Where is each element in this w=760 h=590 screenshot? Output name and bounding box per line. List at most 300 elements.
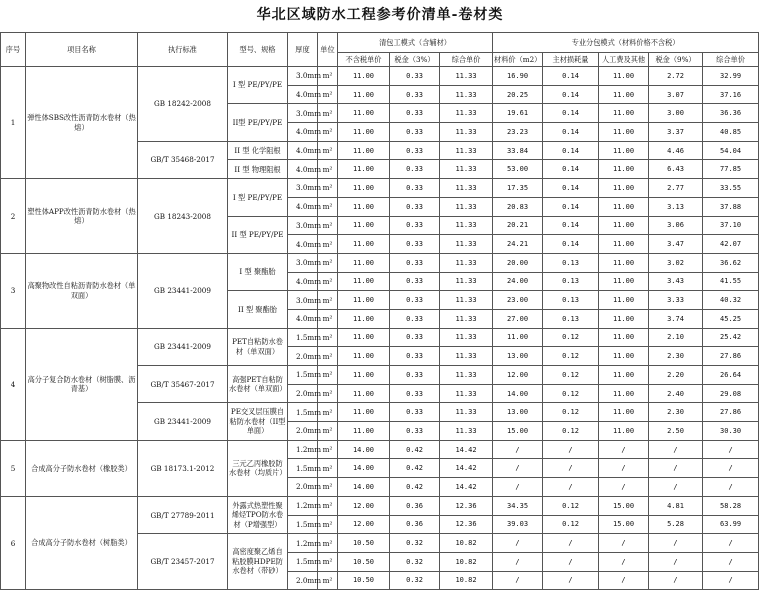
col-unit-header: 单位 [318, 33, 338, 67]
price-cell: 0.33 [390, 291, 440, 310]
price-cell: 2.72 [649, 67, 703, 86]
row-index: 3 [1, 253, 26, 328]
unit: m² [318, 104, 338, 123]
price-cell: 13.00 [493, 347, 543, 366]
price-cell: 11.00 [599, 384, 649, 403]
col-name-header: 项目名称 [26, 33, 138, 67]
row-index: 4 [1, 328, 26, 440]
price-cell: 33.84 [493, 141, 543, 160]
price-cell: 11.33 [440, 179, 493, 198]
standard: GB 23441-2009 [138, 328, 228, 365]
price-cell: / [493, 440, 543, 459]
price-cell: 11.00 [338, 160, 390, 179]
price-cell: 23.00 [493, 291, 543, 310]
thickness: 3.0mm [288, 179, 318, 198]
price-cell: 12.00 [338, 496, 390, 515]
col-g2-2-header: 人工费及其他 [599, 53, 649, 67]
unit: m² [318, 123, 338, 142]
price-cell: 3.06 [649, 216, 703, 235]
price-cell: 0.33 [390, 216, 440, 235]
model-spec: 外露式热塑性聚烯烃TPO防水卷材（P增强型） [228, 496, 288, 533]
price-cell: 0.33 [390, 253, 440, 272]
price-cell: 0.14 [543, 160, 599, 179]
price-cell: 0.12 [543, 366, 599, 385]
price-cell: 32.99 [703, 67, 759, 86]
price-cell: 27.86 [703, 403, 759, 422]
price-cell: 11.33 [440, 216, 493, 235]
price-cell: 0.32 [390, 534, 440, 553]
price-cell: 0.33 [390, 141, 440, 160]
thickness: 4.0mm [288, 160, 318, 179]
price-cell: / [599, 571, 649, 590]
price-cell: 12.00 [493, 366, 543, 385]
model-spec: II 型 物理阻根 [228, 160, 288, 179]
price-cell: 10.82 [440, 571, 493, 590]
price-cell: 0.33 [390, 85, 440, 104]
thickness: 4.0mm [288, 235, 318, 254]
price-cell: 0.33 [390, 272, 440, 291]
price-cell: 2.30 [649, 347, 703, 366]
price-cell: 0.33 [390, 235, 440, 254]
price-cell: 10.82 [440, 534, 493, 553]
price-cell: 0.33 [390, 160, 440, 179]
price-cell: 41.55 [703, 272, 759, 291]
price-cell: 11.00 [599, 67, 649, 86]
price-cell: 11.00 [493, 328, 543, 347]
price-cell: 2.77 [649, 179, 703, 198]
price-cell: 3.43 [649, 272, 703, 291]
price-cell: 0.12 [543, 384, 599, 403]
col-g2-4-header: 综合单价 [703, 53, 759, 67]
price-cell: 29.08 [703, 384, 759, 403]
unit: m² [318, 291, 338, 310]
price-cell: 14.00 [338, 478, 390, 497]
thickness: 2.0mm [288, 384, 318, 403]
price-cell: / [703, 440, 759, 459]
table-row [1, 328, 759, 347]
price-cell: 0.14 [543, 235, 599, 254]
thickness: 1.2mm [288, 440, 318, 459]
price-table [0, 32, 759, 590]
row-index: 6 [1, 496, 26, 589]
unit: m² [318, 160, 338, 179]
price-cell: 0.12 [543, 403, 599, 422]
price-cell: 0.32 [390, 571, 440, 590]
model-spec: PE交叉层压膜自粘防水卷材（II型单面） [228, 403, 288, 440]
standard: GB/T 27789-2011 [138, 496, 228, 533]
price-cell: 19.61 [493, 104, 543, 123]
price-cell: 11.33 [440, 366, 493, 385]
project-name: 合成高分子防水卷材（树脂类） [26, 496, 138, 589]
price-cell: 0.13 [543, 272, 599, 291]
price-cell: 15.00 [599, 496, 649, 515]
price-cell: 37.88 [703, 197, 759, 216]
row-index: 2 [1, 179, 26, 254]
col-g2-3-header: 税金（9%） [649, 53, 703, 67]
unit: m² [318, 216, 338, 235]
unit: m² [318, 384, 338, 403]
price-cell: 11.00 [338, 235, 390, 254]
price-cell: 11.00 [599, 328, 649, 347]
price-cell: 11.00 [338, 384, 390, 403]
price-cell: / [493, 459, 543, 478]
price-cell: 2.30 [649, 403, 703, 422]
price-cell: 3.00 [649, 104, 703, 123]
thickness: 2.0mm [288, 571, 318, 590]
price-cell: 0.14 [543, 67, 599, 86]
col-g1-0-header: 不含税单价 [338, 53, 390, 67]
thickness: 4.0mm [288, 141, 318, 160]
unit: m² [318, 478, 338, 497]
price-cell: / [649, 534, 703, 553]
unit: m² [318, 272, 338, 291]
thickness: 4.0mm [288, 123, 318, 142]
price-cell: 45.25 [703, 309, 759, 328]
thickness: 1.5mm [288, 366, 318, 385]
page-title: 华北区域防水工程参考价清单-卷材类 [256, 7, 504, 23]
price-cell: 0.42 [390, 459, 440, 478]
price-cell: 0.33 [390, 67, 440, 86]
price-cell: 15.00 [493, 422, 543, 441]
price-cell: 2.40 [649, 384, 703, 403]
price-cell: 3.33 [649, 291, 703, 310]
price-cell: 11.00 [338, 403, 390, 422]
price-cell: 12.36 [440, 515, 493, 534]
table-row [1, 440, 759, 459]
price-cell: 11.00 [599, 272, 649, 291]
price-cell: 77.85 [703, 160, 759, 179]
unit: m² [318, 179, 338, 198]
price-cell: 63.99 [703, 515, 759, 534]
price-cell: / [493, 534, 543, 553]
price-cell: 11.00 [338, 104, 390, 123]
price-cell: 0.14 [543, 179, 599, 198]
unit: m² [318, 403, 338, 422]
table-row [1, 496, 759, 515]
price-cell: 10.82 [440, 552, 493, 571]
table-row [1, 253, 759, 272]
price-cell: 11.00 [599, 235, 649, 254]
price-cell: / [703, 459, 759, 478]
model-spec: II 型 聚酯胎 [228, 291, 288, 328]
unit: m² [318, 197, 338, 216]
model-spec: 高密度聚乙烯自粘胶膜HDPE防水卷材（带砂） [228, 534, 288, 590]
unit: m² [318, 534, 338, 553]
price-cell: 0.36 [390, 496, 440, 515]
thickness: 2.0mm [288, 422, 318, 441]
unit: m² [318, 67, 338, 86]
unit: m² [318, 459, 338, 478]
price-cell: 11.33 [440, 253, 493, 272]
thickness: 2.0mm [288, 347, 318, 366]
unit: m² [318, 571, 338, 590]
price-cell: 11.00 [338, 366, 390, 385]
price-cell: 11.00 [599, 141, 649, 160]
standard: GB 18242-2008 [138, 67, 228, 142]
price-cell: 11.00 [338, 328, 390, 347]
price-cell: / [649, 459, 703, 478]
col-index-header: 序号 [1, 33, 26, 67]
price-cell: 0.42 [390, 478, 440, 497]
price-cell: 36.62 [703, 253, 759, 272]
price-cell: 11.00 [599, 216, 649, 235]
price-cell: 26.64 [703, 366, 759, 385]
model-spec: PET自粘防水卷材（单双面） [228, 328, 288, 365]
price-cell: 11.00 [338, 123, 390, 142]
price-cell: 2.20 [649, 366, 703, 385]
standard: GB/T 23457-2017 [138, 534, 228, 590]
thickness: 1.2mm [288, 496, 318, 515]
price-cell: 11.00 [599, 347, 649, 366]
thickness: 3.0mm [288, 216, 318, 235]
project-name: 高分子复合防水卷材（树脂膜、沥青基） [26, 328, 138, 440]
row-index: 1 [1, 67, 26, 179]
price-cell: 3.02 [649, 253, 703, 272]
price-cell: 11.00 [599, 291, 649, 310]
price-cell: 3.37 [649, 123, 703, 142]
price-cell: 0.33 [390, 422, 440, 441]
price-cell: 11.00 [599, 309, 649, 328]
price-cell: 11.33 [440, 123, 493, 142]
price-cell: 0.14 [543, 104, 599, 123]
price-cell: 24.21 [493, 235, 543, 254]
price-cell: 11.00 [599, 403, 649, 422]
project-name: 塑性体APP改性沥青防水卷材（热熔） [26, 179, 138, 254]
price-cell: 33.55 [703, 179, 759, 198]
thickness: 3.0mm [288, 253, 318, 272]
price-cell: 11.00 [599, 160, 649, 179]
price-cell: / [703, 552, 759, 571]
price-cell: 0.33 [390, 384, 440, 403]
price-cell: 30.30 [703, 422, 759, 441]
standard: GB/T 35468-2017 [138, 141, 228, 178]
standard: GB/T 35467-2017 [138, 366, 228, 403]
price-cell: 20.25 [493, 85, 543, 104]
price-cell: 0.12 [543, 515, 599, 534]
price-cell: 40.32 [703, 291, 759, 310]
price-cell: 11.00 [338, 67, 390, 86]
thickness: 1.5mm [288, 459, 318, 478]
price-cell: 11.33 [440, 104, 493, 123]
unit: m² [318, 309, 338, 328]
price-cell: 11.00 [599, 104, 649, 123]
group-labor-header: 清包工模式（含辅材） [338, 33, 493, 53]
price-cell: 14.00 [338, 440, 390, 459]
price-cell: 11.00 [338, 291, 390, 310]
price-cell: 27.00 [493, 309, 543, 328]
price-cell: 11.00 [599, 253, 649, 272]
price-cell: 24.00 [493, 272, 543, 291]
price-cell: 0.14 [543, 123, 599, 142]
price-cell: 42.07 [703, 235, 759, 254]
price-cell: 14.00 [493, 384, 543, 403]
unit: m² [318, 515, 338, 534]
price-cell: / [599, 534, 649, 553]
price-cell: 0.33 [390, 197, 440, 216]
unit: m² [318, 253, 338, 272]
model-spec: I 型 聚酯胎 [228, 253, 288, 290]
price-cell: / [599, 478, 649, 497]
price-cell: 11.00 [338, 272, 390, 291]
price-cell: 53.00 [493, 160, 543, 179]
thickness: 1.2mm [288, 534, 318, 553]
model-spec: II型 PE/PY/PE [228, 104, 288, 141]
model-spec: 三元乙丙橡胶防水卷材（均质片） [228, 440, 288, 496]
price-cell: 3.47 [649, 235, 703, 254]
price-cell: 0.42 [390, 440, 440, 459]
price-cell: / [493, 552, 543, 571]
price-cell: 11.00 [338, 141, 390, 160]
price-cell: 37.10 [703, 216, 759, 235]
price-cell: 11.33 [440, 328, 493, 347]
price-cell: 0.33 [390, 347, 440, 366]
price-cell: 0.33 [390, 179, 440, 198]
price-cell: 36.36 [703, 104, 759, 123]
price-cell: / [543, 478, 599, 497]
price-cell: 11.00 [338, 253, 390, 272]
unit: m² [318, 235, 338, 254]
price-cell: 11.00 [338, 347, 390, 366]
price-cell: 40.85 [703, 123, 759, 142]
price-cell: 0.32 [390, 552, 440, 571]
price-cell: 0.12 [543, 347, 599, 366]
price-cell: 0.14 [543, 85, 599, 104]
price-cell: 0.12 [543, 328, 599, 347]
price-cell: 34.35 [493, 496, 543, 515]
price-cell: / [703, 571, 759, 590]
price-cell: 11.00 [338, 216, 390, 235]
thickness: 3.0mm [288, 291, 318, 310]
standard: GB 23441-2009 [138, 403, 228, 440]
price-cell: 0.33 [390, 123, 440, 142]
price-cell: 4.81 [649, 496, 703, 515]
price-cell: 15.00 [599, 515, 649, 534]
price-cell: / [649, 440, 703, 459]
price-cell: / [599, 440, 649, 459]
thickness: 4.0mm [288, 272, 318, 291]
table-row [1, 179, 759, 198]
price-cell: 0.12 [543, 496, 599, 515]
project-name: 弹性体SBS改性沥青防水卷材（热熔） [26, 67, 138, 179]
thickness: 2.0mm [288, 478, 318, 497]
unit: m² [318, 496, 338, 515]
price-cell: 39.03 [493, 515, 543, 534]
price-cell: / [703, 534, 759, 553]
row-index: 5 [1, 440, 26, 496]
price-cell: / [649, 478, 703, 497]
price-cell: / [649, 552, 703, 571]
price-cell: 16.90 [493, 67, 543, 86]
price-cell: 0.36 [390, 515, 440, 534]
price-cell: 37.16 [703, 85, 759, 104]
unit: m² [318, 440, 338, 459]
price-cell: 11.33 [440, 422, 493, 441]
price-cell: 11.00 [599, 197, 649, 216]
price-cell: 11.00 [338, 85, 390, 104]
col-g2-1-header: 主材损耗量 [543, 53, 599, 67]
price-cell: 20.00 [493, 253, 543, 272]
price-cell: 0.14 [543, 216, 599, 235]
price-cell: 11.33 [440, 85, 493, 104]
price-cell: 0.33 [390, 309, 440, 328]
price-cell: 13.00 [493, 403, 543, 422]
thickness: 1.5mm [288, 328, 318, 347]
price-cell: 3.13 [649, 197, 703, 216]
col-g1-1-header: 税金（3%） [390, 53, 440, 67]
unit: m² [318, 328, 338, 347]
price-cell: 11.33 [440, 347, 493, 366]
standard: GB 18173.1-2012 [138, 440, 228, 496]
price-cell: 11.00 [338, 309, 390, 328]
thickness: 3.0mm [288, 67, 318, 86]
price-cell: 11.33 [440, 272, 493, 291]
price-cell: 5.28 [649, 515, 703, 534]
thickness: 1.5mm [288, 403, 318, 422]
price-cell: 2.50 [649, 422, 703, 441]
price-cell: 11.00 [599, 422, 649, 441]
price-cell: 0.33 [390, 403, 440, 422]
price-cell: 10.50 [338, 552, 390, 571]
price-cell: 11.00 [599, 123, 649, 142]
project-name: 合成高分子防水卷材（橡胶类） [26, 440, 138, 496]
price-cell: 11.00 [338, 197, 390, 216]
table-row [1, 67, 759, 86]
thickness: 1.5mm [288, 552, 318, 571]
price-cell: 6.43 [649, 160, 703, 179]
price-cell: 25.42 [703, 328, 759, 347]
price-cell: 14.42 [440, 440, 493, 459]
price-cell: 0.13 [543, 253, 599, 272]
price-cell: 0.33 [390, 104, 440, 123]
unit: m² [318, 141, 338, 160]
price-cell: 11.33 [440, 197, 493, 216]
price-cell: 11.00 [599, 366, 649, 385]
col-g2-0-header: 材料价（m2） [493, 53, 543, 67]
price-cell: 20.21 [493, 216, 543, 235]
price-cell: 0.33 [390, 328, 440, 347]
project-name: 高聚物改性自粘沥青防水卷材（单双面） [26, 253, 138, 328]
price-cell: 11.33 [440, 67, 493, 86]
table-body [1, 67, 759, 590]
col-model-header: 型号、规格 [228, 33, 288, 67]
unit: m² [318, 422, 338, 441]
price-cell: 23.23 [493, 123, 543, 142]
price-cell: / [493, 478, 543, 497]
price-cell: 0.13 [543, 291, 599, 310]
price-cell: 0.14 [543, 141, 599, 160]
price-cell: / [599, 552, 649, 571]
price-cell: 2.10 [649, 328, 703, 347]
standard: GB 23441-2009 [138, 253, 228, 328]
price-cell: 11.00 [338, 422, 390, 441]
price-cell: 27.86 [703, 347, 759, 366]
price-cell: / [649, 571, 703, 590]
unit: m² [318, 347, 338, 366]
price-cell: 10.50 [338, 534, 390, 553]
price-cell: 3.74 [649, 309, 703, 328]
price-cell: / [543, 534, 599, 553]
standard: GB 18243-2008 [138, 179, 228, 254]
thickness: 4.0mm [288, 309, 318, 328]
group-subcontract-header: 专业分包模式（材料价格不含税） [493, 33, 759, 53]
thickness: 4.0mm [288, 85, 318, 104]
unit: m² [318, 552, 338, 571]
price-cell: / [493, 571, 543, 590]
price-cell: 11.00 [338, 179, 390, 198]
col-g1-2-header: 综合单价 [440, 53, 493, 67]
price-cell: 3.07 [649, 85, 703, 104]
price-cell: 4.46 [649, 141, 703, 160]
